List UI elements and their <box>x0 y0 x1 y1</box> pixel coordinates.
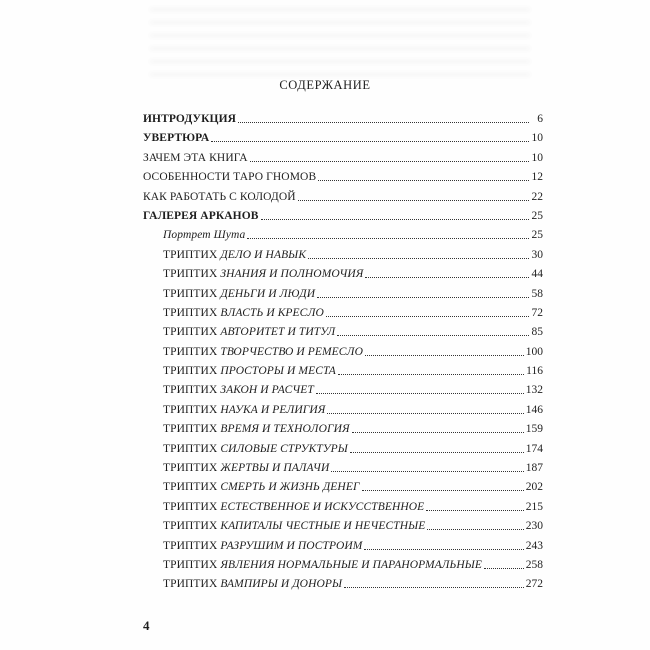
toc-entry-prefix: ТРИПТИХ <box>163 500 221 513</box>
dot-leader <box>250 160 529 162</box>
toc-entry-title: КАПИТАЛЫ ЧЕСТНЫЕ И НЕЧЕСТНЫЕ <box>220 520 426 533</box>
dot-leader <box>338 373 524 375</box>
toc-entry-page: 272 <box>525 578 543 591</box>
toc-entry-label <box>163 248 306 262</box>
toc-entry-label <box>163 442 348 456</box>
toc-entry-prefix: ТРИПТИХ <box>163 306 221 319</box>
page-number: 4 <box>143 618 150 633</box>
toc-entry-page: 146 <box>525 403 543 416</box>
toc-entry-prefix: УВЕРТЮРА <box>143 132 210 145</box>
toc-entry-prefix: ИНТРОДУКЦИЯ <box>143 113 237 125</box>
toc-entry-label <box>163 306 324 320</box>
toc-entry <box>143 228 543 242</box>
dot-leader <box>308 257 529 259</box>
toc-entry-prefix: ЗАЧЕМ ЭТА КНИГА <box>143 151 248 164</box>
toc-entry <box>143 267 543 281</box>
toc-entry-label <box>163 500 424 514</box>
toc-entry-page: 132 <box>525 384 543 397</box>
toc-entry-page: 30 <box>531 248 543 261</box>
toc-entry <box>143 480 543 494</box>
toc-entry-label <box>163 345 363 359</box>
dot-leader <box>337 334 529 336</box>
table-of-contents <box>143 112 543 591</box>
toc-entry-page: 85 <box>531 326 543 339</box>
toc-entry <box>143 325 543 339</box>
toc-entry-prefix: ТРИПТИХ <box>163 248 221 261</box>
toc-entry-prefix: ТРИПТИХ <box>163 520 221 533</box>
dot-leader <box>316 392 524 394</box>
toc-entry-page: 159 <box>525 423 543 436</box>
toc-entry-prefix: ТРИПТИХ <box>163 481 221 494</box>
dot-leader <box>484 567 524 569</box>
toc-entry-label <box>163 325 335 339</box>
toc-entry-label <box>163 461 329 475</box>
dot-leader <box>331 470 523 472</box>
toc-entry-page: 230 <box>525 520 543 533</box>
dot-leader <box>365 276 529 278</box>
toc-entry-page: 174 <box>525 442 543 455</box>
toc-entry-page: 10 <box>531 132 543 145</box>
toc-entry-page: 44 <box>531 268 543 281</box>
toc-entry-title: Портрет Шута <box>163 229 246 242</box>
dot-leader <box>327 412 523 414</box>
toc-entry-label <box>143 131 209 145</box>
toc-entry <box>143 209 543 223</box>
toc-entry <box>143 364 543 378</box>
toc-entry-prefix: ОСОБЕННОСТИ ТАРО ГНОМОВ <box>143 171 317 184</box>
toc-entry-prefix: ТРИПТИХ <box>163 423 221 436</box>
toc-entry-prefix: ТРИПТИХ <box>163 442 221 455</box>
toc-entry-page: 116 <box>526 365 543 378</box>
toc-entry-label <box>163 558 482 572</box>
dot-leader <box>350 451 524 453</box>
toc-entry <box>143 306 543 320</box>
toc-entry-label <box>163 287 315 301</box>
toc-entry-title: СМЕРТЬ И ЖИЗНЬ ДЕНЕГ <box>220 481 360 494</box>
toc-entry <box>143 442 543 456</box>
dot-leader <box>326 315 529 317</box>
toc-entry-label <box>163 228 245 242</box>
toc-entry-page: 58 <box>531 287 543 300</box>
toc-entry-title: РАЗРУШИМ И ПОСТРОИМ <box>220 539 363 552</box>
toc-entry-label <box>163 383 314 397</box>
toc-entry-title: ЕСТЕСТВЕННОЕ И ИСКУССТВЕННОЕ <box>220 500 425 513</box>
toc-entry <box>143 151 543 165</box>
toc-entry-page: 243 <box>525 539 543 552</box>
toc-entry <box>143 383 543 397</box>
toc-entry-label <box>163 267 363 281</box>
toc-entry-prefix: ТРИПТИХ <box>163 345 221 358</box>
dot-leader <box>261 218 529 220</box>
toc-entry-label <box>143 190 296 204</box>
toc-entry-title: ДЕНЬГИ И ЛЮДИ <box>220 287 316 300</box>
toc-entry <box>143 170 543 184</box>
toc-entry-prefix: ТРИПТИХ <box>163 384 221 397</box>
toc-entry <box>143 131 543 145</box>
toc-entry-prefix: ГАЛЕРЕЯ АРКАНОВ <box>143 209 259 222</box>
toc-entry-label <box>143 151 248 165</box>
toc-entry-title: СИЛОВЫЕ СТРУКТУРЫ <box>220 442 348 455</box>
dot-leader <box>426 509 523 511</box>
toc-entry-prefix: ТРИПТИХ <box>163 403 221 416</box>
toc-entry-page: 10 <box>531 151 543 164</box>
toc-entry-title: ЗАКОН И РАСЧЕТ <box>220 384 314 397</box>
toc-entry <box>143 190 543 204</box>
toc-entry <box>143 558 543 572</box>
toc-entry-label <box>163 422 350 436</box>
dot-leader <box>365 354 524 356</box>
toc-entry-page: 25 <box>531 209 543 222</box>
toc-entry-label <box>143 170 316 184</box>
toc-entry-prefix: ТРИПТИХ <box>163 558 221 571</box>
toc-entry-page: 187 <box>525 462 543 475</box>
toc-entry-page: 202 <box>525 481 543 494</box>
dot-leader <box>427 528 523 530</box>
toc-entry-prefix: ТРИПТИХ <box>163 578 221 591</box>
toc-entry <box>143 539 543 553</box>
dot-leader <box>247 237 529 239</box>
toc-entry-prefix: ТРИПТИХ <box>163 268 221 281</box>
toc-entry-page: 215 <box>525 500 543 513</box>
toc-entry-page: 25 <box>531 229 543 242</box>
toc-entry-prefix: КАК РАБОТАТЬ С КОЛОДОЙ <box>143 190 296 203</box>
toc-entry <box>143 345 543 359</box>
toc-entry <box>143 422 543 436</box>
toc-title: СОДЕРЖАНИЕ <box>279 78 371 92</box>
bleed-through-text <box>150 8 530 78</box>
dot-leader <box>211 140 529 142</box>
toc-entry <box>143 577 543 591</box>
dot-leader <box>318 179 529 181</box>
dot-leader <box>344 586 524 588</box>
toc-entry-label <box>163 539 362 553</box>
toc-entry-title: ТВОРЧЕСТВО И РЕМЕСЛО <box>220 345 363 358</box>
toc-entry-prefix: ТРИПТИХ <box>163 462 221 475</box>
toc-entry-label <box>163 480 360 494</box>
toc-entry-title: ДЕЛО И НАВЫК <box>220 248 307 261</box>
toc-entry-prefix: ТРИПТИХ <box>163 365 221 378</box>
toc-entry <box>143 112 543 126</box>
toc-entry <box>143 248 543 262</box>
dot-leader <box>362 489 524 491</box>
toc-entry-title: ЖЕРТВЫ И ПАЛАЧИ <box>220 462 330 475</box>
toc-entry-title: НАУКА И РЕЛИГИЯ <box>220 403 326 416</box>
toc-entry-label <box>163 403 325 417</box>
toc-entry-prefix: ТРИПТИХ <box>163 326 221 339</box>
toc-entry-label <box>163 577 342 591</box>
toc-entry-title: ВРЕМЯ И ТЕХНОЛОГИЯ <box>220 423 350 436</box>
toc-entry <box>143 519 543 533</box>
toc-entry-page: 12 <box>531 171 543 184</box>
toc-entry-title: ВАМПИРЫ И ДОНОРЫ <box>220 578 343 591</box>
toc-entry-title: ВЛАСТЬ И КРЕСЛО <box>220 306 324 319</box>
dot-leader <box>364 548 523 550</box>
dot-leader <box>317 296 529 298</box>
toc-entry-title: АВТОРИТЕТ И ТИТУЛ <box>220 326 336 339</box>
toc-entry-page: 258 <box>525 558 543 571</box>
dot-leader <box>238 121 529 123</box>
toc-entry-page: 6 <box>537 113 543 125</box>
toc-entry-page: 22 <box>531 190 543 203</box>
toc-entry-prefix: ТРИПТИХ <box>163 539 221 552</box>
toc-entry-label <box>163 364 336 378</box>
toc-entry-page: 72 <box>531 306 543 319</box>
toc-entry-label <box>143 209 259 223</box>
toc-entry-label <box>163 519 425 533</box>
toc-entry-title: ЗНАНИЯ И ПОЛНОМОЧИЯ <box>220 268 364 281</box>
dot-leader <box>298 199 529 201</box>
toc-entry-page: 100 <box>525 345 543 358</box>
toc-entry-prefix: ТРИПТИХ <box>163 287 221 300</box>
toc-entry <box>143 461 543 475</box>
toc-entry-label <box>143 112 236 126</box>
toc-entry-title: ПРОСТОРЫ И МЕСТА <box>220 365 336 378</box>
toc-entry-title: ЯВЛЕНИЯ НОРМАЛЬНЫЕ И ПАРАНОРМАЛЬНЫЕ <box>220 558 483 571</box>
toc-entry <box>143 500 543 514</box>
toc-entry <box>143 287 543 301</box>
dot-leader <box>352 431 524 433</box>
toc-entry <box>143 403 543 417</box>
